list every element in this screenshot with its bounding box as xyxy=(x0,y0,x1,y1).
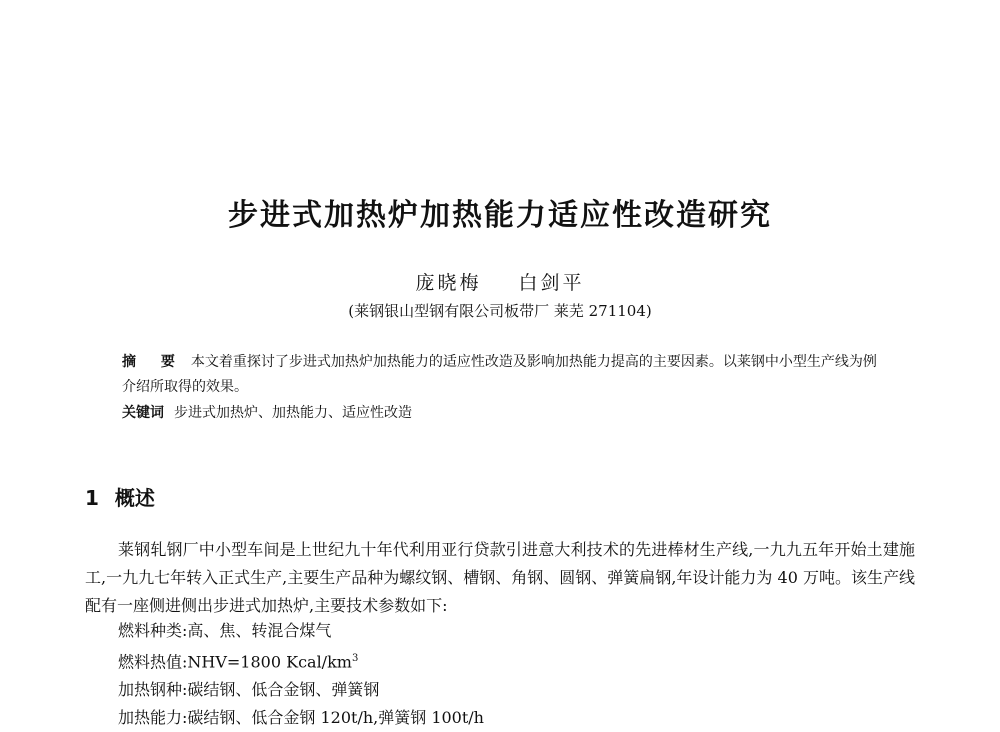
abstract-text: 本文着重探讨了步进式加热炉加热能力的适应性改造及影响加热能力提高的主要因素。以莱钢中小型生产线为例介绍所取得的效果。 xyxy=(122,354,877,395)
section-title: 概述 xyxy=(114,486,155,510)
author-name: 庞晓梅 xyxy=(415,272,482,294)
parameter-item xyxy=(118,676,918,704)
parameter-text: 燃料种类:高、焦、转混合煤气 xyxy=(118,621,332,640)
paper-title: 步进式加热炉加热能力适应性改造研究 xyxy=(228,198,772,233)
superscript: 3 xyxy=(351,653,359,664)
parameter-item xyxy=(118,704,918,732)
keywords-label: 关键词 xyxy=(122,405,164,421)
abstract-label: 摘 要 xyxy=(122,354,185,370)
parameter-text: 加热钢种:碳结钢、低合金钢、弹簧钢 xyxy=(118,680,380,700)
section-number: 1 xyxy=(85,486,99,510)
parameter-text: 加热能力:碳结钢、低合金钢 120t/h,弹簧钢 100t/h xyxy=(118,708,484,728)
affiliation: (莱钢银山型钢有限公司板带厂 莱芜 271104) xyxy=(348,302,652,320)
author-name: 白剑平 xyxy=(518,272,585,294)
parameter-item xyxy=(118,645,918,676)
author-list xyxy=(0,268,1000,295)
section-heading xyxy=(85,482,155,511)
abstract xyxy=(122,350,878,400)
parameter-item xyxy=(118,617,918,645)
body-paragraph: 莱钢轧钢厂中小型车间是上世纪九十年代利用亚行贷款引进意大利技术的先进棒材生产线,一九九五年开始土建施工,一九九七年转入正式生产,主要生产品种为螺纹钢、槽钢、角钢、圆钢、弹簧扁钢,年设计能力为 40 万吨。该生产线配有一座侧进侧出步进式加热炉,主要技术参数如下: xyxy=(85,540,915,615)
parameter-list xyxy=(118,617,918,732)
keywords-text: 步进式加热炉、加热能力、适应性改造 xyxy=(174,405,412,421)
keywords xyxy=(122,402,878,422)
parameter-text: 燃料热值:NHV=1800 Kcal/km xyxy=(118,652,352,672)
